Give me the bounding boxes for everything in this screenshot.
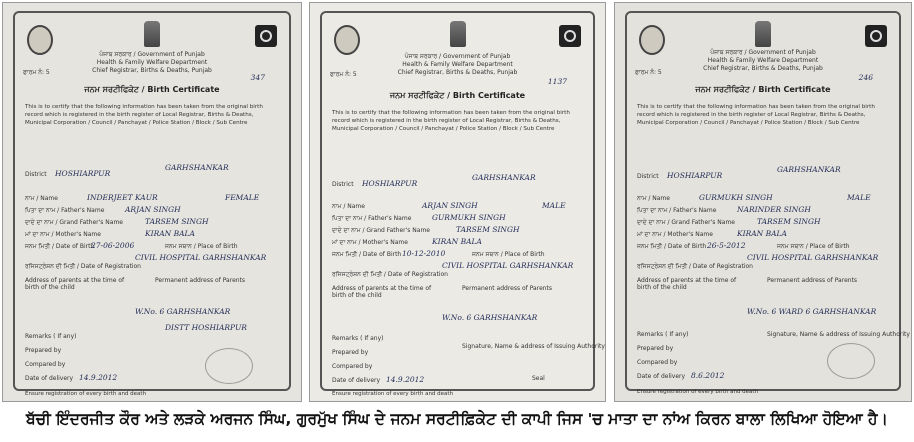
certificate-title: ਜਨਮ ਸਰਟੀਫਿਕੇਟ / Birth Certificate <box>695 85 831 94</box>
registrar-label: Chief Registrar, Births & Deaths, Punjab <box>92 67 212 74</box>
district-label: District <box>25 171 47 178</box>
name-value: INDERJEET KAUR <box>87 193 158 202</box>
seal-label: Seal <box>532 375 545 382</box>
photo-caption: ਬੱਚੀ ਇੰਦਰਜੀਤ ਕੌਰ ਅਤੇ ਲੜਕੇ ਅਰਜਨ ਸਿੰਘ, ਗੁਰਮੁੱਖ ਸਿੰਘ ਦੇ ਜਨਮ ਸਰਟੀਫ਼ਿਕੇਟ ਦੀ ਕਾਪੀ ਜਿਸ 'ਚ ਮਾਤਾ ਦਾ ਨਾਂਅ ਕਿਰਨ ਬਾਲਾ ਲਿਖਿਆ ਹੋਇਆ ਹੈ। <box>26 410 888 428</box>
address-label: Address of parents at the time of birth of the child <box>637 277 737 291</box>
dob-label: ਜਨਮ ਮਿਤੀ / Date of Birth <box>637 243 707 250</box>
form-number: ਫਾਰਮ ਨੰ: 5 <box>330 71 357 78</box>
grandfather-value: TARSEM SINGH <box>757 217 821 226</box>
grandfather-value: TARSEM SINGH <box>456 225 520 234</box>
grandfather-label: ਦਾਦੇ ਦਾ ਨਾਮ / Grand Father's Name <box>25 219 123 226</box>
state-emblem-icon <box>755 21 771 47</box>
official-seal-icon <box>827 343 875 379</box>
pob-value: CIVIL HOSPITAL GARHSHANKAR <box>442 261 574 270</box>
district-value: HOSHIARPUR <box>55 169 111 178</box>
registration-date-label: ਰਜਿਸਟ੍ਰੇਸ਼ਨ ਦੀ ਮਿਤੀ / Date of Registration <box>25 263 141 270</box>
registration-date-label: ਰਜਿਸਟ੍ਰੇਸ਼ਨ ਦੀ ਮਿਤੀ / Date of Registration <box>332 271 448 278</box>
registrar-logo-icon <box>865 25 887 47</box>
permanent-address-label: Permanent address of Parents <box>767 277 858 284</box>
compared-label: Compared by <box>25 361 66 368</box>
block-value: GARHSHANKAR <box>777 165 841 174</box>
dob-value: 27-06-2006 <box>91 241 135 250</box>
name-label: ਨਾਮ / Name <box>637 195 670 202</box>
grandfather-label: ਦਾਦੇ ਦਾ ਨਾਮ / Grand Father's Name <box>332 227 430 234</box>
prepared-label: Prepared by <box>637 345 674 352</box>
footer-text: Ensure registration of every birth and death <box>25 391 147 397</box>
delivery-label: Date of delivery <box>637 373 686 380</box>
birth-certificate-1 <box>2 2 302 402</box>
certificate-border <box>625 11 910 395</box>
certificate-title: ਜਨਮ ਸਰਟੀਫਿਕੇਟ / Birth Certificate <box>389 91 526 100</box>
mother-label: ਮਾਂ ਦਾ ਨਾਮ / Mother's Name <box>332 239 408 246</box>
permanent-address-label: Permanent address of Parents <box>462 285 553 292</box>
state-emblem-icon <box>144 21 160 47</box>
pob-label: ਜਨਮ ਸਥਾਨ / Place of Birth <box>777 243 850 250</box>
form-number: ਫਾਰਮ ਨੰ: 5 <box>635 69 662 76</box>
address-value: W.No. 6 GARHSHANKAR <box>135 307 231 316</box>
birth-certificate-3 <box>614 2 912 402</box>
grandfather-label: ਦਾਦੇ ਦਾ ਨਾਮ / Grand Father's Name <box>637 219 735 226</box>
registration-date-label: ਰਜਿਸਟ੍ਰੇਸ਼ਨ ਦੀ ਮਿਤੀ / Date of Registration <box>637 263 753 270</box>
district-label: District <box>637 173 659 180</box>
remarks-label: Remarks ( If any) <box>332 335 384 342</box>
compared-label: Compared by <box>637 359 678 366</box>
pob-label: ਜਨਮ ਸਥਾਨ / Place of Birth <box>165 243 238 250</box>
name-label: ਨਾਮ / Name <box>332 203 365 210</box>
district-value: HOSHIARPUR <box>362 179 418 188</box>
certificate-border <box>320 11 605 397</box>
remarks-label: Remarks ( If any) <box>637 331 689 338</box>
district-label: District <box>332 181 354 188</box>
delivery-value: 14.9.2012 <box>386 375 425 384</box>
delivery-value: 14.9.2012 <box>79 373 118 382</box>
department-label: Health & Family Welfare Department <box>707 57 819 64</box>
certificate-title: ਜਨਮ ਸਰਟੀਫਿਕੇਟ / Birth Certificate <box>84 85 220 94</box>
district-value: HOSHIARPUR <box>667 171 723 180</box>
father-value: GURMUKH SINGH <box>432 213 506 222</box>
delivery-value: 8.6.2012 <box>691 371 725 380</box>
delivery-label: Date of delivery <box>25 375 74 382</box>
sex-value: MALE <box>847 193 871 202</box>
footer-text: Ensure registration of every birth and death <box>332 391 454 397</box>
official-seal-icon <box>205 348 253 384</box>
compared-label: Compared by <box>332 363 373 370</box>
name-label: ਨਾਮ / Name <box>25 195 58 202</box>
father-label: ਪਿਤਾ ਦਾ ਨਾਮ / Father's Name <box>25 207 105 214</box>
registrar-label: Chief Registrar, Births & Deaths, Punjab <box>703 65 823 72</box>
address-value: W.No. 6 GARHSHANKAR <box>442 313 538 322</box>
mother-label: ਮਾਂ ਦਾ ਨਾਮ / Mother's Name <box>637 231 713 238</box>
registrar-logo-icon <box>559 25 581 47</box>
father-value: ARJAN SINGH <box>125 205 181 214</box>
serial-number: 347 <box>250 73 265 82</box>
permanent-address-value: DISTT HOSHIARPUR <box>165 323 247 332</box>
certification-text: This is to certify that the following information has been taken from the original birth record which is registered in the birth register of Local Registrar, Births & Deaths, Municipal Corporation / Council / Panchayat / Police Station / Block / Sub Centre <box>25 104 263 126</box>
government-label: ਪੰਜਾਬ ਸਰਕਾਰ / Government of Punjab <box>99 51 205 58</box>
mother-value: KIRAN BALA <box>145 229 195 238</box>
mother-value: KIRAN BALA <box>432 237 482 246</box>
sex-value: MALE <box>542 201 566 210</box>
pob-value: CIVIL HOSPITAL GARHSHANKAR <box>135 253 267 262</box>
permanent-address-label: Permanent address of Parents <box>155 277 246 284</box>
remarks-label: Remarks ( If any) <box>25 333 77 340</box>
name-value: ARJAN SINGH <box>422 201 478 210</box>
pob-value: CIVIL HOSPITAL GARHSHANKAR <box>747 253 879 262</box>
address-label: Address of parents at the time of birth of the child <box>25 277 125 291</box>
mother-label: ਮਾਂ ਦਾ ਨਾਮ / Mother's Name <box>25 231 101 238</box>
serial-number: 246 <box>858 73 873 82</box>
mother-value: KIRAN BALA <box>737 229 787 238</box>
department-label: Health & Family Welfare Department <box>402 61 513 68</box>
certificate-border <box>13 11 291 397</box>
grandfather-value: TARSEM SINGH <box>145 217 209 226</box>
department-label: Health & Family Welfare Department <box>96 59 208 66</box>
dob-label: ਜਨਮ ਮਿਤੀ / Date of Birth <box>332 251 402 258</box>
government-label: ਪੰਜਾਬ ਸਰਕਾਰ / Government of Punjab <box>404 53 511 60</box>
address-label: Address of parents at the time of birth of the child <box>332 285 432 299</box>
father-label: ਪਿਤਾ ਦਾ ਨਾਮ / Father's Name <box>637 207 717 214</box>
certification-text: This is to certify that the following information has been taken from the original birth record which is registered in the birth register of Local Registrar, Births & Deaths, Municipal Corporation / Council / Panchayat / Police Station / Block / Sub Centre <box>637 104 875 126</box>
dob-value: 10-12-2010 <box>402 249 446 258</box>
dob-value: 26-5-2012 <box>707 241 746 250</box>
footer-text: Ensure registration of every birth and death <box>637 389 759 395</box>
prepared-label: Prepared by <box>25 347 62 354</box>
dob-label: ਜਨਮ ਮਿਤੀ / Date of Birth <box>25 243 95 250</box>
sex-value: FEMALE <box>225 193 260 202</box>
government-label: ਪੰਜਾਬ ਸਰਕਾਰ / Government of Punjab <box>710 49 816 56</box>
name-value: GURMUKH SINGH <box>699 193 773 202</box>
father-label: ਪਿਤਾ ਦਾ ਨਾਮ / Father's Name <box>332 215 412 222</box>
block-value: GARHSHANKAR <box>165 163 229 172</box>
signature-label: Signature, Name & address of Issuing Authority <box>767 331 910 338</box>
signature-label: Signature, Name & address of Issuing Authority <box>462 343 605 350</box>
health-department-logo-icon <box>334 25 360 55</box>
registrar-logo-icon <box>255 25 277 47</box>
serial-number: 1137 <box>547 77 567 86</box>
birth-certificate-2 <box>309 2 606 402</box>
certification-text: This is to certify that the following information has been taken from the original birth record which is registered in the birth register of Local Registrar, Births & Deaths, Municipal Corporation / Council / Panchayat / Police Station / Block / Sub Centre <box>332 110 570 132</box>
state-emblem-icon <box>450 21 466 47</box>
registrar-label: Chief Registrar, Births & Deaths, Punjab <box>397 69 518 76</box>
prepared-label: Prepared by <box>332 349 369 356</box>
block-value: GARHSHANKAR <box>472 173 536 182</box>
father-value: NARINDER SINGH <box>737 205 811 214</box>
address-value: W.No. 6 WARD 6 GARHSHANKAR <box>747 307 877 316</box>
form-number: ਫਾਰਮ ਨੰ: 5 <box>23 69 50 76</box>
delivery-label: Date of delivery <box>332 377 381 384</box>
pob-label: ਜਨਮ ਸਥਾਨ / Place of Birth <box>472 251 545 258</box>
